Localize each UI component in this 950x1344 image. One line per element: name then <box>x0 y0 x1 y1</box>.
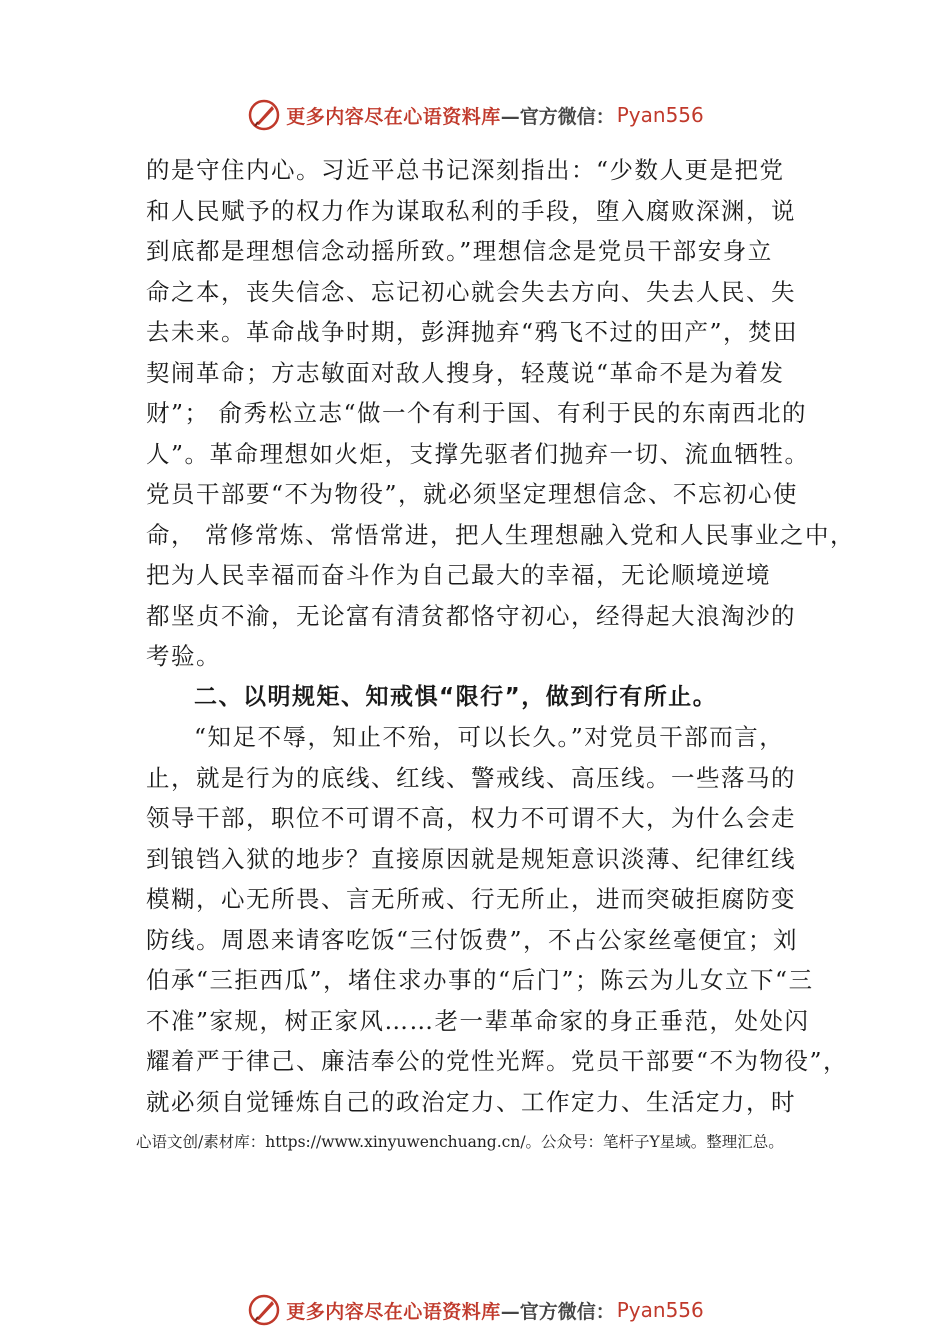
document-body <box>146 150 855 1122</box>
quill-pen-logo-icon <box>246 97 282 133</box>
banner-subtitle: —官方微信： <box>500 1300 615 1323</box>
footer-banner <box>0 1288 950 1332</box>
body-line: 模糊，心无所畏、言无所戒、行无所止，进而突破拒腐防变 <box>146 885 796 913</box>
body-line: 止，就是行为的底线、红线、警戒线、高压线。一些落马的 <box>146 763 796 792</box>
body-line: 防线。周恩来请客吃饭“三付饭费”，不占公家丝毫便宜；刘 <box>146 925 799 954</box>
header-banner <box>0 93 950 137</box>
body-line: 把为人民幸福而奋斗作为自己最大的幸福，无论顺境逆境 <box>146 561 771 589</box>
body-line: 契闹革命；方志敏面对敌人搜身，轻蔑说“革命不是为着发 <box>146 358 785 387</box>
quill-pen-logo-icon <box>246 1292 282 1328</box>
banner-title: 更多内容尽在心语资料库 <box>286 105 501 128</box>
body-line: 考验。 <box>146 642 221 670</box>
body-line: 和人民赋予的权力作为谋取私利的手段，堕入腐败深渊，说 <box>146 196 796 225</box>
banner-subtitle: —官方微信： <box>500 105 615 128</box>
body-line: 伯承“三拒西瓜”，堵住求办事的“后门”；陈云为儿女立下“三 <box>146 966 814 994</box>
banner-title: 更多内容尽在心语资料库 <box>286 1300 501 1323</box>
banner-wechat-id: Pyan556 <box>616 103 704 127</box>
body-line: 财”； 俞秀松立志“做一个有利于国、有利于民的东南西北的 <box>146 399 807 427</box>
body-line: 的是守住内心。习近平总书记深刻指出：“少数人更是把党 <box>146 156 785 184</box>
body-line: 命， 常修常炼、常悟常进，把人生理想融入党和人民事业之中， <box>146 520 855 549</box>
body-line: 不准”家规，树正家风……老一辈革命家的身正垂范，处处闪 <box>146 1006 810 1035</box>
banner-wechat-id: Pyan556 <box>616 1298 704 1322</box>
body-line: 就必须自觉锤炼自己的政治定力、工作定力、生活定力，时 <box>146 1087 796 1116</box>
body-line: 去未来。革命战争时期，彭湃抛弃“鸦飞不过的田产”，焚田 <box>146 318 799 346</box>
body-line: “知足不辱，知止不殆，可以长久。”对党员干部而言， <box>194 723 785 751</box>
body-line: 人”。革命理想如火炬，支撑先驱者们抛弃一切、流血牺牲。 <box>146 439 810 468</box>
body-line: 党员干部要“不为物役”，就必须坚定理想信念、不忘初心使 <box>146 480 799 508</box>
body-line: 都坚贞不渝，无论富有清贫都恪守初心，经得起大浪淘沙的 <box>146 601 796 630</box>
body-line: 到锒铛入狱的地步？直接原因就是规矩意识淡薄、纪律红线 <box>146 844 796 873</box>
body-line: 命之本，丧失信念、忘记初心就会失去方向、失去人民、失 <box>146 277 796 306</box>
body-line: 到底都是理想信念动摇所致。”理想信念是党员干部安身立 <box>146 237 773 265</box>
body-line: 耀着严于律己、廉洁奉公的党性光辉。党员干部要“不为物役”， <box>146 1047 849 1075</box>
body-line: 领导干部，职位不可谓不高，权力不可谓不大，为什么会走 <box>146 804 796 832</box>
section-heading: 二、以明规矩、知戒惧“限行”，做到行有所止。 <box>194 683 718 710</box>
source-footnote: 心语文创/素材库：https://www.xinyuwenchuang.cn/。公众号：笔杆子Y星域。整理汇总。 <box>136 1133 784 1151</box>
